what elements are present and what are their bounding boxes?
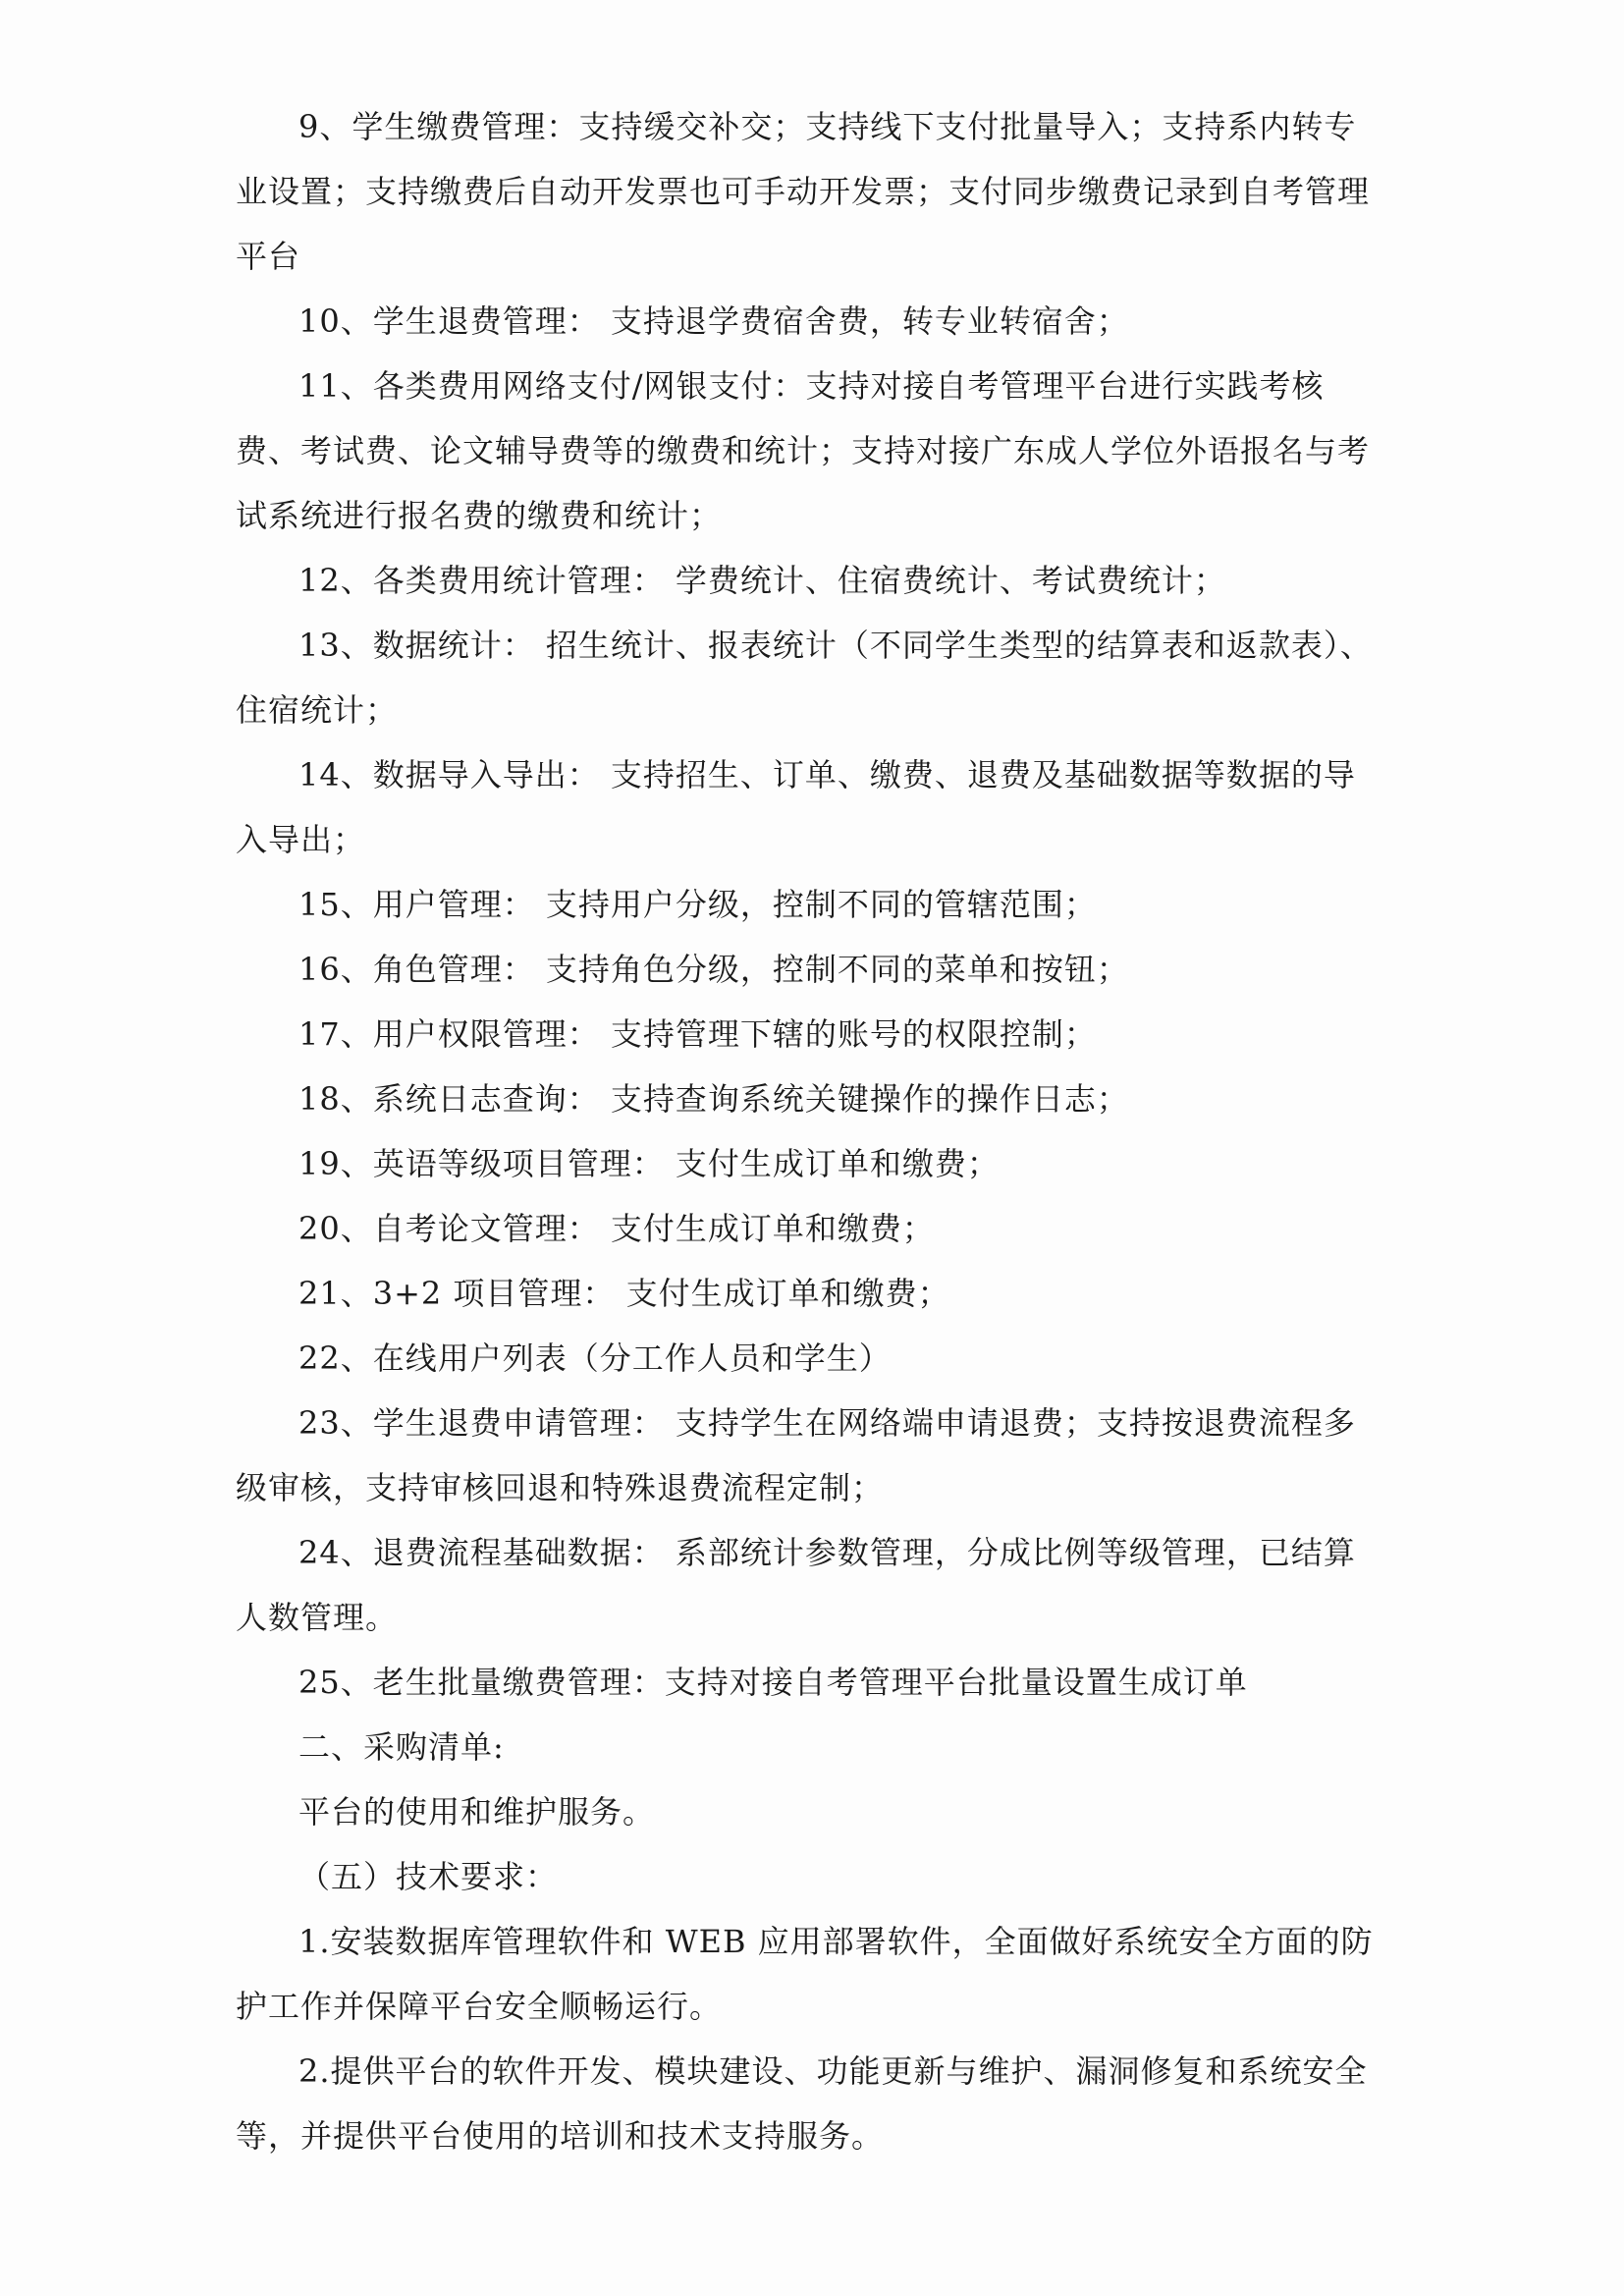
paragraph-item-15: 15、用户管理： 支持用户分级，控制不同的管辖范围；: [298, 886, 1097, 923]
paragraph-item-24: 24、退费流程基础数据： 系部统计参数管理，分成比例等级管理，已结算人数管理。: [236, 1534, 1356, 1636]
document-body: [236, 94, 1375, 2168]
paragraph-item-12: 12、各类费用统计管理： 学费统计、住宿费统计、考试费统计；: [298, 562, 1226, 599]
paragraph-item-13: 13、数据统计： 招生统计、报表统计（不同学生类型的结算表和返款表）、住宿统计；: [236, 627, 1373, 729]
section-heading-technical-requirements: （五）技术要求：: [298, 1858, 559, 1895]
paragraph-item-17: 17、用户权限管理： 支持管理下辖的账号的权限控制；: [298, 1015, 1097, 1053]
paragraph-item-19: 19、英语等级项目管理： 支付生成订单和缴费；: [298, 1145, 1000, 1182]
paragraph-item-22: 22、在线用户列表（分工作人员和学生）: [298, 1339, 892, 1377]
paragraph-item-16: 16、角色管理： 支持角色分级，控制不同的菜单和按钮；: [298, 951, 1129, 988]
paragraph-item-25: 25、老生批量缴费管理：支持对接自考管理平台批量设置生成订单: [298, 1664, 1248, 1701]
paragraph-item-23: 23、学生退费申请管理： 支持学生在网络端申请退费；支持按退费流程多级审核，支持审核回退和特殊退费流程定制；: [236, 1404, 1356, 1506]
technical-requirement-1: 1.安装数据库管理软件和 WEB 应用部署软件，全面做好系统安全方面的防护工作并保障平台安全顺畅运行。: [236, 1923, 1374, 2025]
paragraph-item-11: 11、各类费用网络支付/网银支付：支持对接自考管理平台进行实践考核费、考试费、论文辅导费等的缴费和统计；支持对接广东成人学位外语报名与考试系统进行报名费的缴费和统计；: [236, 367, 1371, 534]
section-heading-procurement-list: 二、采购清单:: [298, 1728, 505, 1766]
technical-requirement-2: 2.提供平台的软件开发、模块建设、功能更新与维护、漏洞修复和系统安全等，并提供平台使用的培训和技术支持服务。: [236, 2052, 1368, 2155]
procurement-list-body: 平台的使用和维护服务。: [298, 1793, 656, 1831]
paragraph-item-18: 18、系统日志查询： 支持查询系统关键操作的操作日志；: [298, 1080, 1129, 1118]
paragraph-item-14: 14、数据导入导出： 支持招生、订单、缴费、退费及基础数据等数据的导入导出；: [236, 756, 1356, 858]
paragraph-item-21: 21、3+2 项目管理： 支付生成订单和缴费；: [298, 1275, 950, 1312]
paragraph-item-10: 10、学生退费管理： 支持退学费宿舍费，转专业转宿舍；: [298, 302, 1129, 340]
paragraph-item-9: 9、学生缴费管理：支持缓交补交；支持线下支付批量导入；支持系内转专业设置；支持缴费后自动开发票也可手动开发票；支付同步缴费记录到自考管理平台: [236, 108, 1371, 275]
paragraph-item-20: 20、自考论文管理： 支付生成订单和缴费；: [298, 1210, 935, 1247]
